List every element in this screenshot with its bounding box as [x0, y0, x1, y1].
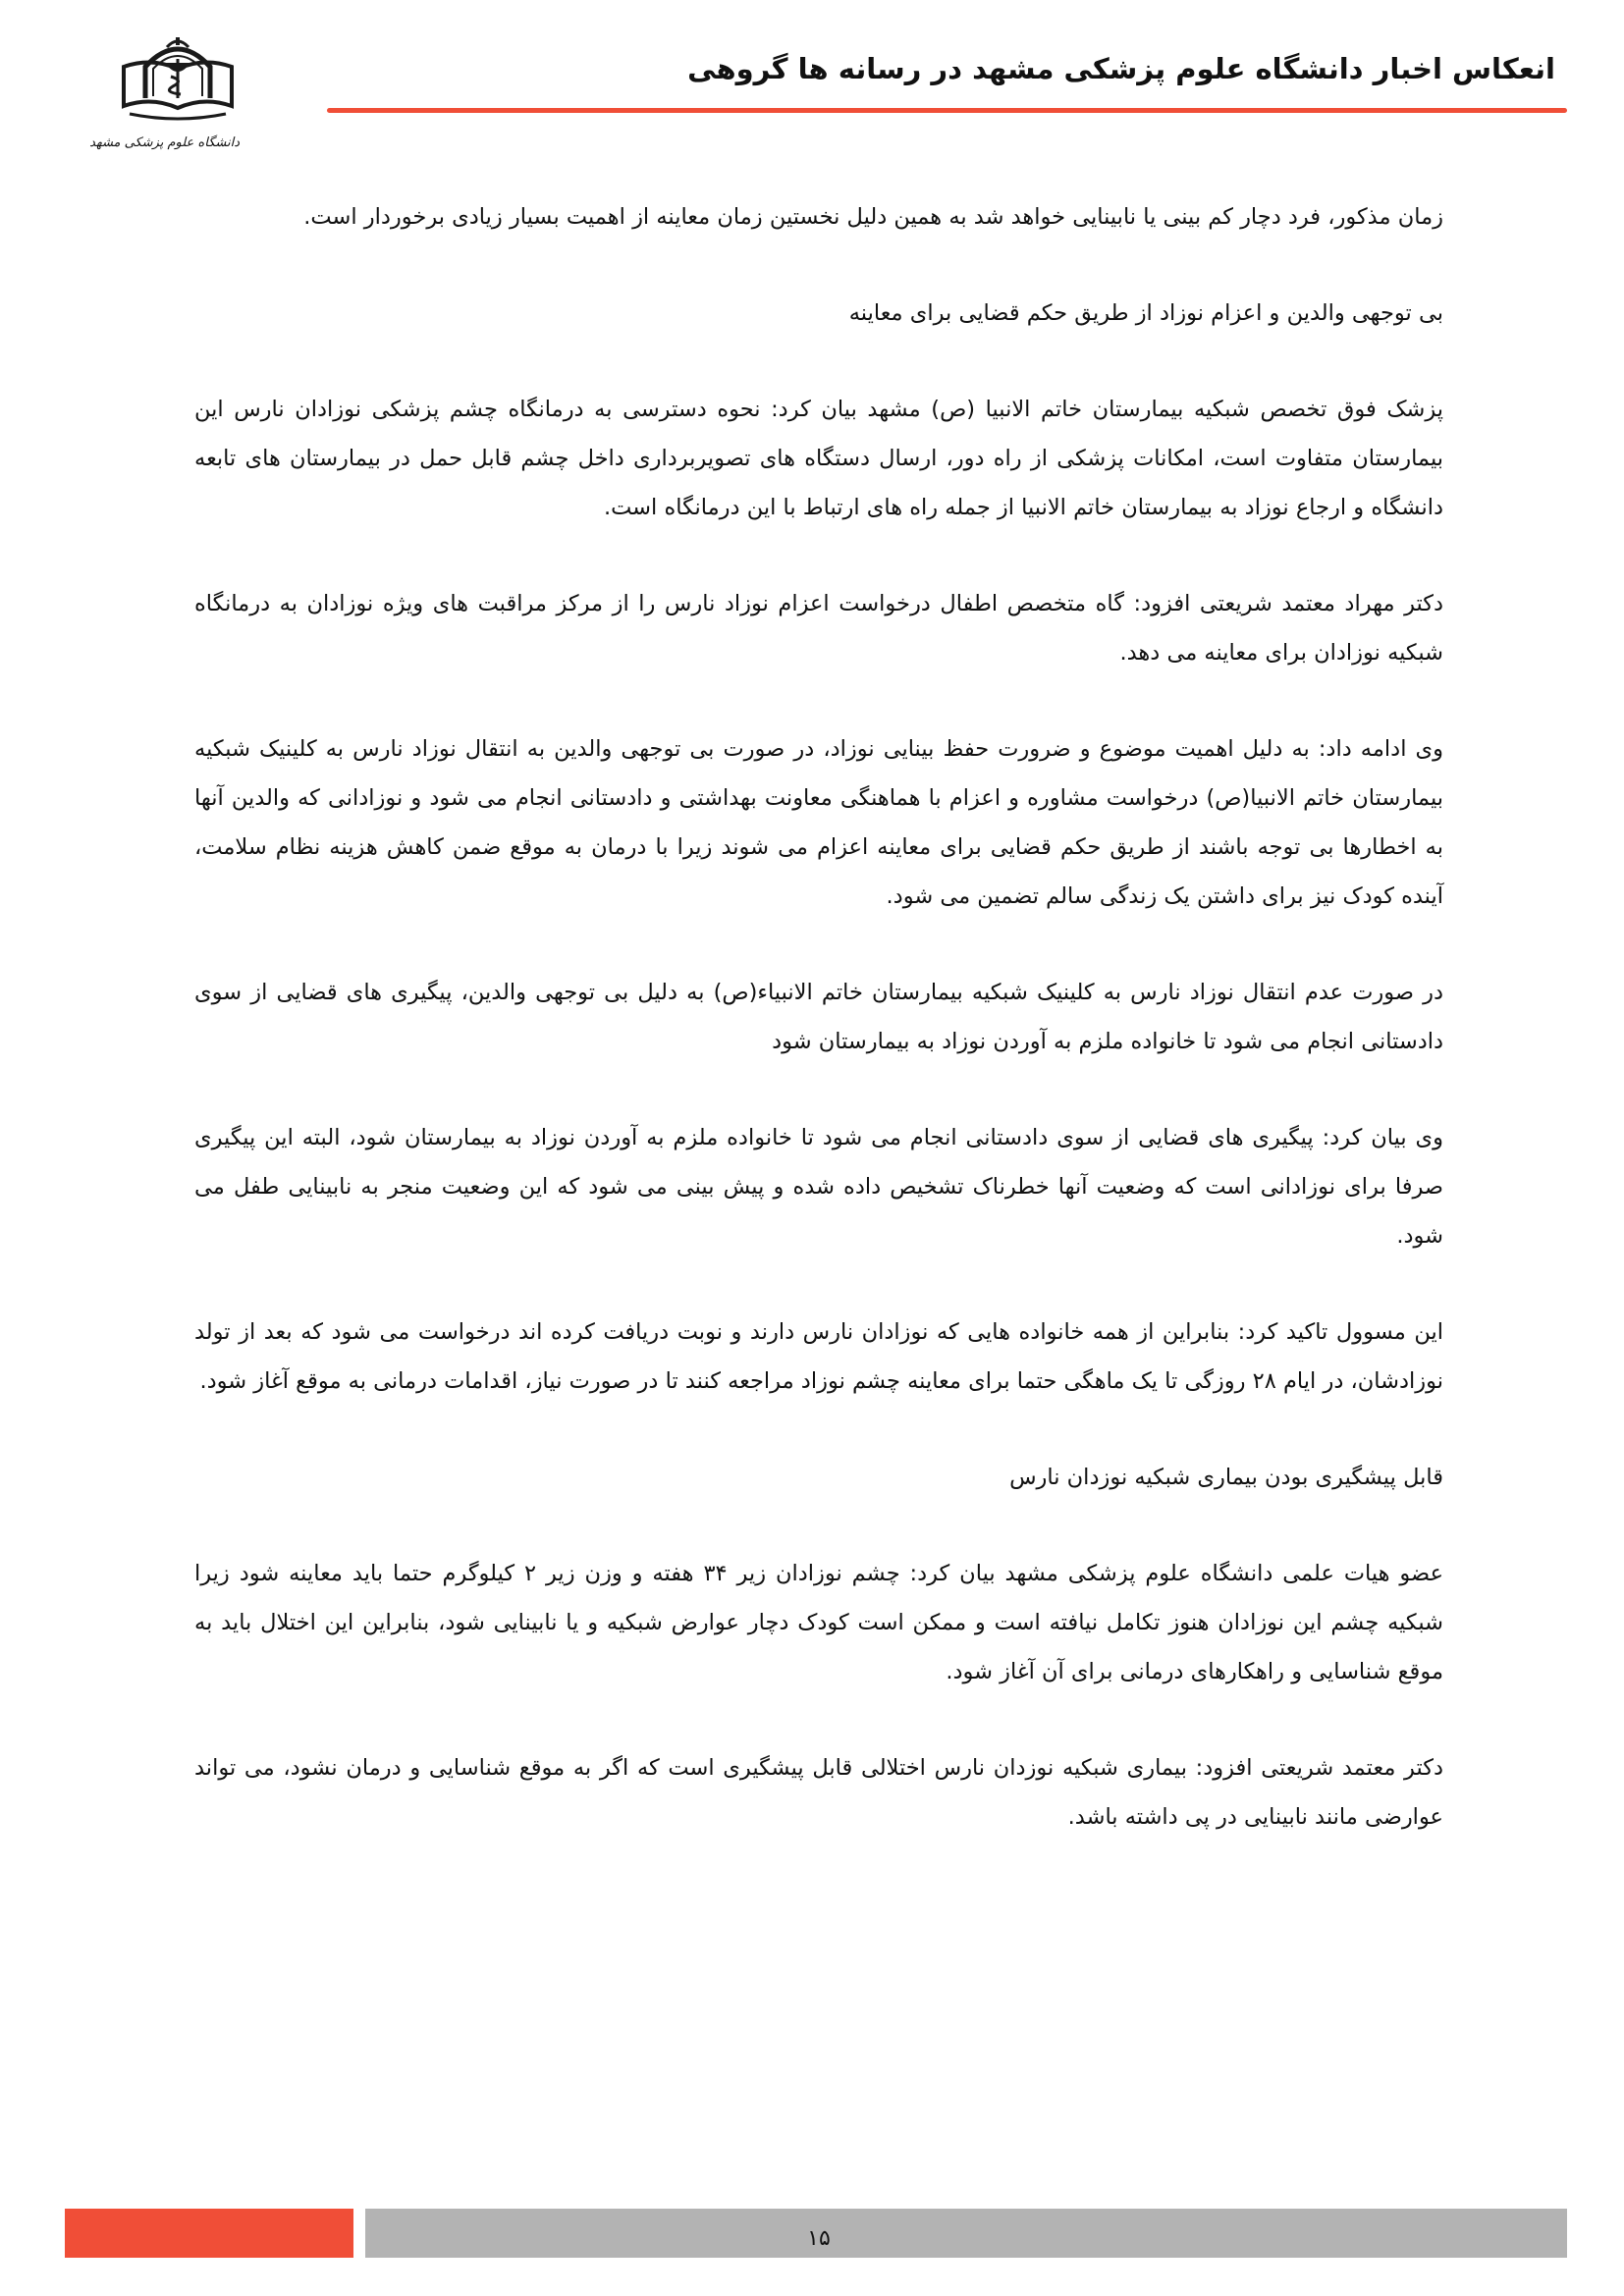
paragraph: وی بیان کرد: پیگیری های قضایی از سوی دادستانی انجام می شود تا خانواده ملزم به آوردن نوزاد به بیمارستان شود، البته این پیگیری صرفا برای نوزادانی است که وضعیت آنها خطرناک تشخیص داده شده و پیش بینی می شود که این وضعیت منجر به نابینایی طفل می شود.	[194, 1125, 1443, 1249]
paragraph: وی ادامه داد: به دلیل اهمیت موضوع و ضرورت حفظ بینایی نوزاد، در صورت بی توجهی والدین به انتقال نوزاد نارس به کلینیک شبکیه بیمارستان خاتم الانبیا(ص) درخواست مشاوره و اعزام با هماهنگی معاونت بهداشتی و دادستانی انجام می شود و نوزادانی که والدین آنها به اخطارها بی توجه باشند از طریق حکم قضایی برای معاینه اعزام می شوند زیرا با درمان به موقع ضمن کاهش هزینه نظام سلامت، آینده کودک نیز برای داشتن یک زندگی سالم تضمین می شود.	[194, 736, 1443, 909]
paragraph: در صورت عدم انتقال نوزاد نارس به کلینیک شبکیه بیمارستان خاتم الانبیاء(ص) به دلیل بی توجهی والدین، پیگیری های قضایی از سوی دادستانی انجام می شود تا خانواده ملزم به آوردن نوزاد به بیمارستان شود	[194, 980, 1443, 1054]
paragraph: زمان مذکور، فرد دچار کم بینی یا نابینایی خواهد شد به همین دلیل نخستین زمان معاینه از اهمیت بسیار زیادی برخوردار است.	[303, 204, 1443, 230]
paragraph: دکتر معتمد شریعتی افزود: بیماری شبکیه نوزدان نارس اختلالی قابل پیشگیری است که اگر به موقع شناسایی و درمان نشود، می تواند عوارضی مانند نابینایی در پی داشته باشد.	[194, 1755, 1443, 1830]
university-logo	[89, 37, 240, 175]
university-emblem-icon	[116, 37, 240, 135]
page-number: ۱۵	[807, 2226, 831, 2251]
paragraph: عضو هیات علمی دانشگاه علوم پزشکی مشهد بیان کرد: چشم نوزادان زیر ۳۴ هفته و وزن زیر ۲ کیلوگرم حتما باید معاینه شود زیرا شبکیه چشم این نوزادان هنوز تکامل نیافته است و ممکن است کودک دچار عوارض شبکیه و یا نابینایی شود، بنابراین این اختلال باید به موقع شناسایی و راهکارهای درمانی برای آن آغاز شود.	[194, 1561, 1443, 1684]
section-heading: قابل پیشگیری بودن بیماری شبکیه نوزدان نارس	[1009, 1465, 1443, 1490]
paragraph: این مسوول تاکید کرد: بنابراین از همه خانواده هایی که نوزادان نارس دارند و نوبت دریافت کرده اند درخواست می شود که بعد از تولد نوزادشان، در ایام ۲۸ روزگی تا یک ماهگی حتما برای معاینه چشم نوزاد مراجعه کنند تا در صورت نیاز، اقدامات درمانی به موقع آغاز شود.	[194, 1319, 1443, 1394]
header-divider	[327, 108, 1567, 113]
paragraph: پزشک فوق تخصص شبکیه بیمارستان خاتم الانبیا (ص) مشهد بیان کرد: نحوه دسترسی به درمانگاه چشم پزشکی نوزادان نارس این بیمارستان متفاوت است، امکانات پزشکی از راه دور، ارسال دستگاه های تصویربرداری داخل چشم قابل حمل در بیمارستان های تابعه دانشگاه و ارجاع نوزاد به بیمارستان خاتم الانبیا از جمله راه های ارتباط با این درمانگاه است.	[194, 397, 1443, 520]
page-header	[0, 0, 1624, 150]
footer-gray-bar	[365, 2209, 1567, 2258]
article-body	[194, 192, 1443, 1889]
page-footer	[0, 2209, 1624, 2296]
page-title: انعکاس اخبار دانشگاه علوم پزشکی مشهد در رسانه ها گروهی	[687, 52, 1555, 85]
paragraph: دکتر مهراد معتمد شریعتی افزود: گاه متخصص اطفال درخواست اعزام نوزاد نارس را از مرکز مراقبت های ویژه نوزادان به درمانگاه شبکیه نوزادان برای معاینه می دهد.	[194, 591, 1443, 666]
logo-caption: دانشگاه علوم پزشکی مشهد	[89, 135, 240, 150]
footer-accent-bar	[65, 2209, 353, 2258]
section-heading: بی توجهی والدین و اعزام نوزاد از طریق حکم قضایی برای معاینه	[848, 300, 1443, 326]
